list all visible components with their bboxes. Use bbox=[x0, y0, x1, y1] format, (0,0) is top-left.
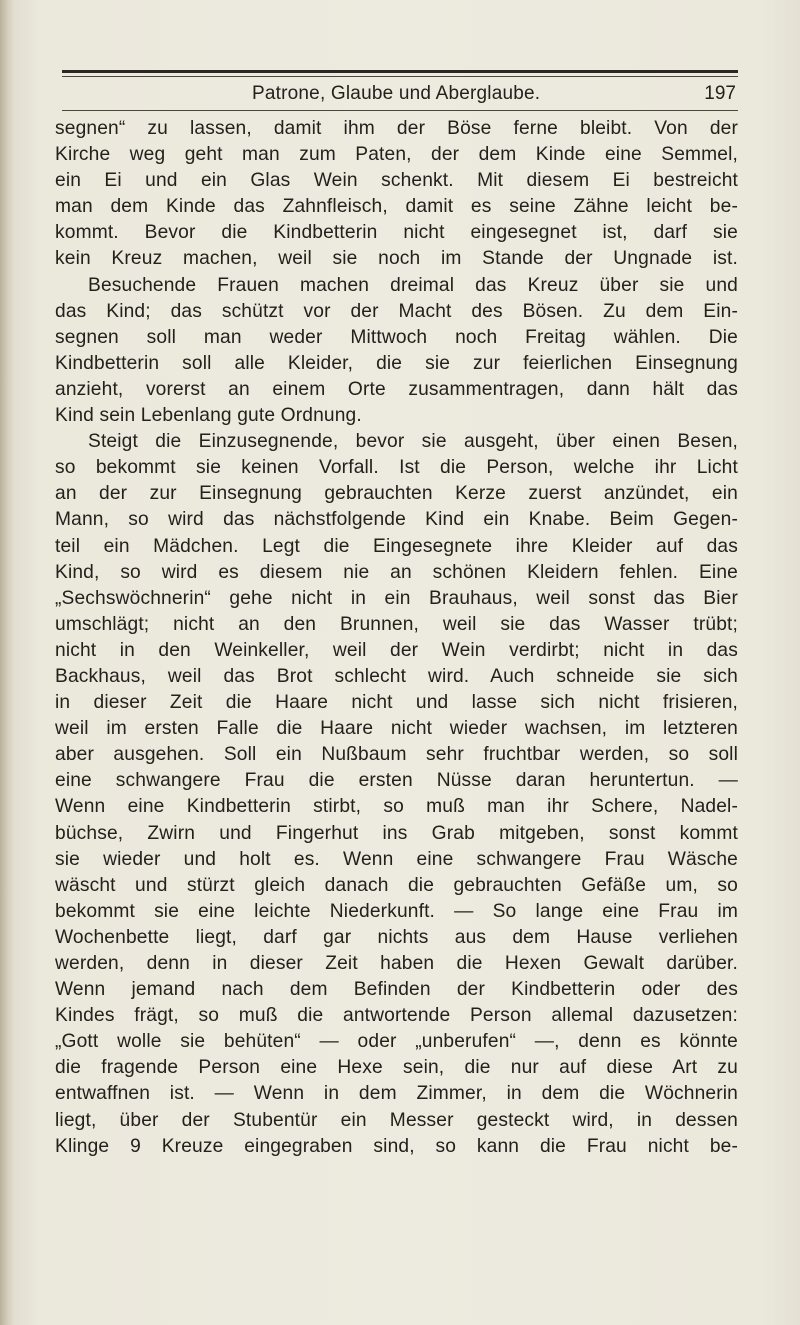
body-text bbox=[55, 116, 738, 1160]
paragraph-start-line: Steigt die Einzusegnende, bevor sie ausgeht, über einen Besen, bbox=[88, 431, 738, 453]
text-line: segnen“ zu lassen, damit ihm der Böse ferne bleibt. Von der bbox=[55, 118, 738, 139]
text-line: segnen soll man weder Mittwoch noch Freitag wählen. Die bbox=[55, 326, 738, 348]
text-line: ein Ei und ein Glas Wein schenkt. Mit diesem Ei bestreicht bbox=[55, 170, 738, 192]
text-line: man dem Kinde das Zahnfleisch, damit es seine Zähne leicht be- bbox=[55, 196, 738, 218]
text-line: Wenn eine Kindbetterin stirbt, so muß man ihr Schere, Nadel- bbox=[55, 796, 738, 818]
text-line: so bekommt sie keinen Vorfall. Ist die Person, welche ihr Licht bbox=[55, 457, 738, 479]
page-header bbox=[62, 80, 738, 108]
text-line: aber ausgehen. Soll ein Nußbaum sehr fruchtbar werden, so soll bbox=[55, 744, 738, 766]
text-line: an der zur Einsegnung gebrauchten Kerze zuerst anzündet, ein bbox=[55, 483, 738, 505]
paragraph-end-line: Kind sein Lebenlang gute Ordnung. bbox=[55, 405, 362, 427]
text-line: Mann, so wird das nächstfolgende Kind ein Knabe. Beim Gegen- bbox=[55, 509, 738, 531]
text-line: bekommt sie eine leichte Niederkunft. — So lange eine Frau im bbox=[55, 900, 738, 922]
page-binding-edge bbox=[0, 0, 14, 1325]
running-head: Patrone, Glaube und Aberglaube. bbox=[252, 83, 541, 104]
text-line: werden, denn in dieser Zeit haben die Hexen Gewalt darüber. bbox=[55, 953, 738, 974]
text-line: „Gott wolle sie behüten“ — oder „unberufen“ —, denn es könnte bbox=[55, 1031, 738, 1053]
text-line: eine schwangere Frau die ersten Nüsse daran heruntertun. — bbox=[55, 770, 738, 792]
text-line: Kind, so wird es diesem nie an schönen Kleidern fehlen. Eine bbox=[55, 561, 738, 583]
text-line: umschlägt; nicht an den Brunnen, weil sie das Wasser trübt; bbox=[55, 613, 738, 635]
text-line: liegt, über der Stubentür ein Messer gesteckt wird, in dessen bbox=[55, 1109, 738, 1131]
text-line: weil im ersten Falle die Haare nicht wieder wachsen, im letzteren bbox=[55, 718, 738, 740]
text-line: die fragende Person eine Hexe sein, die nur auf diese Art zu bbox=[55, 1057, 738, 1079]
text-line: büchse, Zwirn und Fingerhut ins Grab mitgeben, sonst kommt bbox=[55, 822, 738, 844]
text-line: wäscht und stürzt gleich danach die gebrauchten Gefäße um, so bbox=[55, 874, 738, 896]
text-line: Kindbetterin soll alle Kleider, die sie zur feierlichen Einsegnung bbox=[55, 352, 738, 374]
text-line: „Sechswöchnerin“ gehe nicht in ein Brauhaus, weil sonst das Bier bbox=[55, 587, 738, 609]
text-line: sie wieder und holt es. Wenn eine schwangere Frau Wäsche bbox=[55, 848, 738, 870]
text-line: das Kind; das schützt vor der Macht des Bösen. Zu dem Ein- bbox=[55, 300, 738, 322]
text-line: Klinge 9 Kreuze eingegraben sind, so kann die Frau nicht be- bbox=[55, 1135, 738, 1157]
paragraph-start-line: Besuchende Frauen machen dreimal das Kreuz über sie und bbox=[88, 274, 738, 296]
text-line: Kirche weg geht man zum Paten, der dem Kinde eine Semmel, bbox=[55, 144, 738, 166]
text-line: entwaffnen ist. — Wenn in dem Zimmer, in dem die Wöchnerin bbox=[55, 1083, 738, 1105]
text-line: in dieser Zeit die Haare nicht und lasse sich nicht frisieren, bbox=[55, 692, 738, 714]
header-rule-thick bbox=[62, 70, 738, 73]
header-rule-under bbox=[62, 110, 738, 111]
text-line: Wenn jemand nach dem Befinden der Kindbetterin oder des bbox=[55, 979, 738, 1001]
text-line: kommt. Bevor die Kindbetterin nicht eingesegnet ist, darf sie bbox=[55, 222, 738, 244]
text-line: Kindes frägt, so muß die antwortende Person allemal dazusetzen: bbox=[55, 1005, 738, 1027]
text-line: Backhaus, weil das Brot schlecht wird. Auch schneide sie sich bbox=[55, 665, 738, 687]
text-line: kein Kreuz machen, weil sie noch im Stande der Ungnade ist. bbox=[55, 248, 738, 270]
text-line: Wochenbette liegt, darf gar nichts aus dem Hause verliehen bbox=[55, 926, 738, 948]
text-line: teil ein Mädchen. Legt die Eingesegnete ihre Kleider auf das bbox=[55, 535, 738, 557]
page-number: 197 bbox=[704, 83, 736, 104]
text-line: nicht in den Weinkeller, weil der Wein verdirbt; nicht in das bbox=[55, 639, 738, 661]
text-line: anzieht, vorerst an einem Orte zusammentragen, dann hält das bbox=[55, 378, 738, 400]
header-rule-thin bbox=[62, 76, 738, 77]
